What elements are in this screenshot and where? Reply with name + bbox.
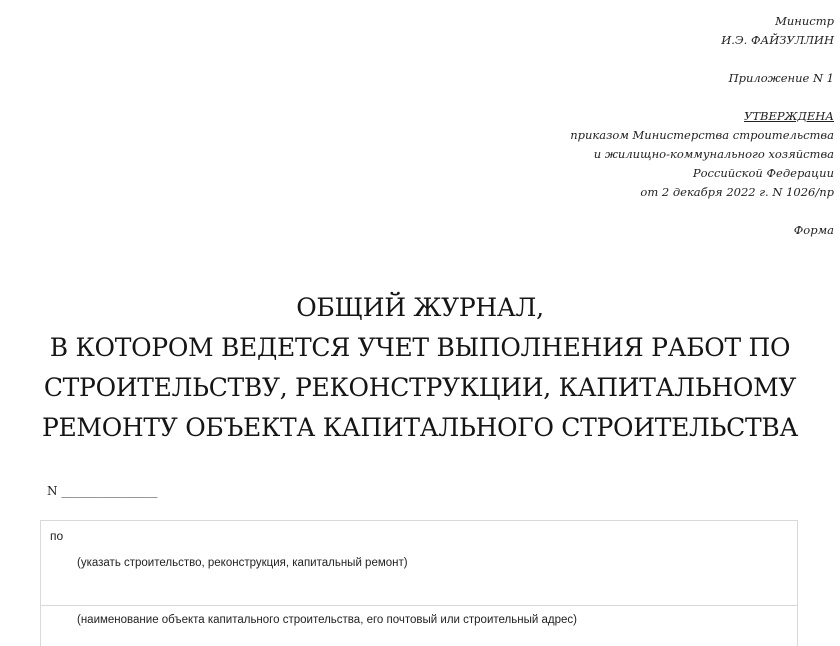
minister-title: Министр: [775, 14, 834, 28]
object-name-hint: (наименование объекта капитального строительства, его почтовый или строительный адрес): [77, 614, 577, 626]
order-line-2: и жилищно-коммунального хозяйства: [593, 147, 834, 161]
table-row: [41, 549, 797, 606]
order-line-3: Российской Федерации: [692, 166, 834, 180]
order-line-1: приказом Министерства строительства: [570, 128, 834, 142]
form-label: Форма: [793, 223, 834, 237]
spacer: [434, 50, 834, 69]
document-title: [0, 288, 840, 448]
work-type-hint: (указать строительство, реконструкция, капитальный ремонт): [77, 557, 408, 569]
table-row: [41, 521, 797, 549]
appendix-label: Приложение N 1: [728, 71, 834, 85]
po-label: по: [50, 529, 64, 543]
approved-label: УТВЕРЖДЕНА: [744, 109, 834, 123]
order-line-4: от 2 декабря 2022 г. N 1026/пр: [640, 185, 834, 199]
spacer: [434, 202, 834, 221]
title-line-4: РЕМОНТУ ОБЪЕКТА КАПИТАЛЬНОГО СТРОИТЕЛЬСТВА: [41, 413, 799, 442]
spacer: [434, 88, 834, 107]
title-line-3: СТРОИТЕЛЬСТВУ, РЕКОНСТРУКЦИИ, КАПИТАЛЬНОМУ: [43, 373, 797, 402]
title-line-2: В КОТОРОМ ВЕДЕТСЯ УЧЕТ ВЫПОЛНЕНИЯ РАБОТ ПО: [49, 333, 791, 362]
title-line-1: ОБЩИЙ ЖУРНАЛ,: [296, 293, 544, 322]
table-row: [41, 606, 797, 646]
journal-number-field: N ________________: [47, 484, 158, 498]
approval-header: [434, 12, 834, 240]
minister-name: И.Э. ФАЙЗУЛЛИН: [721, 33, 834, 47]
form-table: [40, 520, 798, 646]
